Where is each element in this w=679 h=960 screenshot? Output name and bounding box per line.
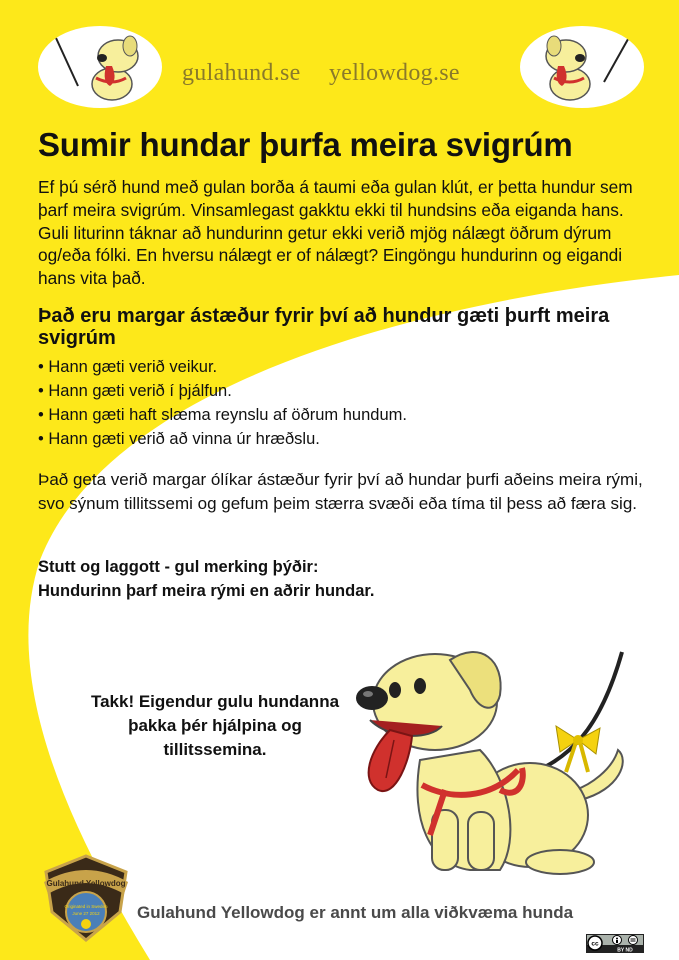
thanks-message: Takk! Eigendur gulu hundanna þakka þér hjálpina og tillitssemina.	[90, 692, 340, 759]
badge-date-text: June 27 2012	[72, 911, 100, 916]
summary-line-2: Hundurinn þarf meira rými en aðrir hundar.	[38, 581, 375, 600]
site-link-yellowdog[interactable]: yellowdog.se	[328, 60, 460, 86]
list-item: • Hann gæti verið að vinna úr hræðslu.	[38, 427, 407, 451]
reasons-heading: Það eru margar ástæður fyrir því að hundur gæti þurft meira svigrúm	[38, 305, 610, 349]
list-item: • Hann gæti verið veikur.	[38, 355, 407, 379]
list-item: • Hann gæti haft slæma reynslu af öðrum hundum.	[38, 403, 407, 427]
license-label: BY ND	[617, 947, 633, 953]
badge-top-text: Gulahund Yellowdog	[46, 879, 126, 888]
summary-block	[38, 556, 374, 603]
reasons-list	[38, 355, 407, 451]
page-title: Sumir hundar þurfa meira svigrúm	[38, 126, 573, 163]
footer-text: Gulahund Yellowdog er annt um alla viðkvæma hunda	[137, 903, 574, 922]
list-item: • Hann gæti verið í þjálfun.	[38, 379, 407, 403]
summary-line-1: Stutt og laggott - gul merking þýðir:	[38, 558, 319, 576]
left-logo	[38, 26, 162, 108]
explanation-paragraph: Það geta verið margar ólíkar ástæður fyrir því að hundar þurfi aðeins meira rými, svo sýnum tillitssemi og gefum þeim stærra svæði eða tíma til þess að færa sig.	[38, 470, 643, 513]
dog-illustration	[350, 640, 650, 880]
dog-logo-icon	[38, 26, 162, 108]
site-links	[182, 60, 460, 87]
intro-paragraph: Ef þú sérð hund með gulan borða á taumi eða gulan klút, er þetta hundur sem þarf meira svigrúm. Vinsamlegast gakktu ekki til hundsins eða eiganda hans. Guli liturinn táknar að hundurinn getur ekki verið mjög nálægt öðrum dýrum og/eða fólki. En hversu nálægt er of nálægt? Eingöngu hundurinn og eigandi hans vita það.	[38, 177, 633, 289]
badge-middle-text: Originated in Sweden	[64, 904, 108, 909]
dog-logo-icon	[520, 26, 644, 108]
creative-commons-badge	[586, 934, 644, 953]
svg-text:cc: cc	[591, 940, 599, 948]
yellow-ribbon-icon	[556, 726, 600, 772]
right-logo	[520, 26, 644, 108]
site-link-gulahund[interactable]: gulahund.se	[182, 60, 301, 86]
gulahund-badge	[40, 852, 132, 944]
nd-icon	[629, 936, 638, 945]
